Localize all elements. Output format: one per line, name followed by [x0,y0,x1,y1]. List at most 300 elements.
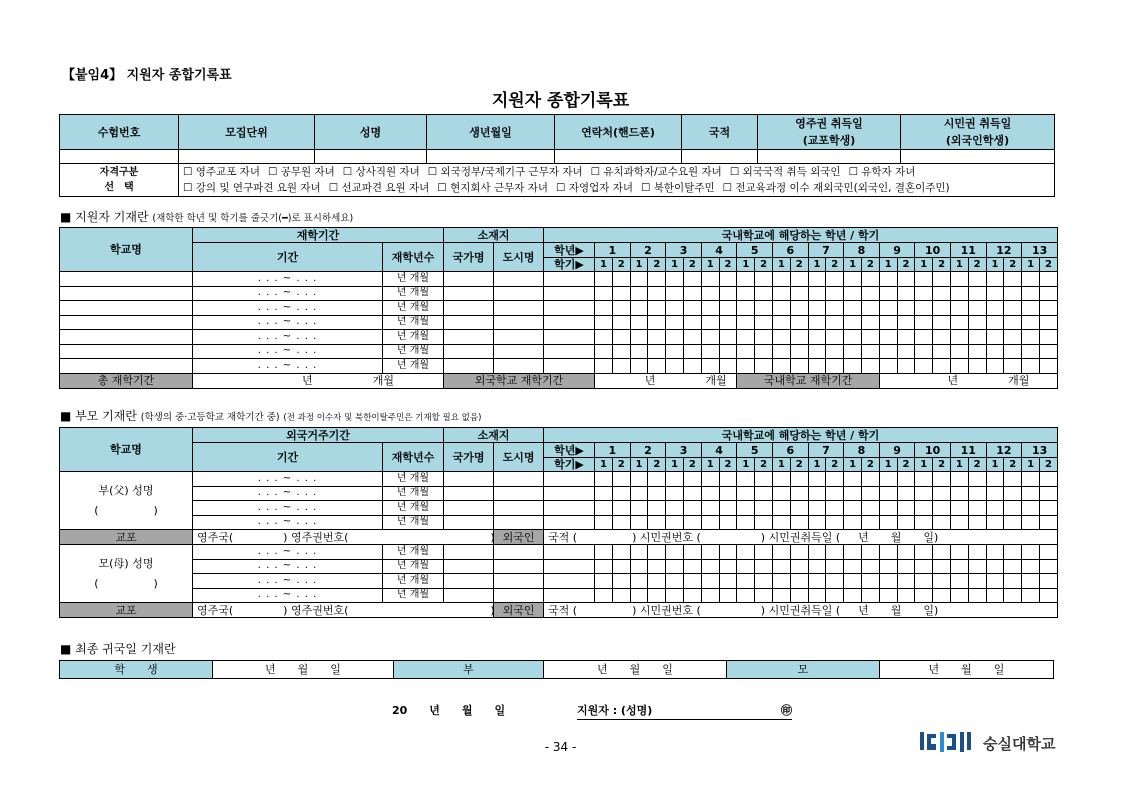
city-cell[interactable] [494,472,544,487]
semester-cell[interactable] [968,315,986,330]
semester-cell[interactable] [915,301,933,316]
semester-cell[interactable] [968,588,986,603]
semester-cell[interactable] [897,272,915,287]
qualification-option-a-4[interactable] [591,166,722,178]
semester-cell[interactable] [968,301,986,316]
semester-cell[interactable] [737,344,755,359]
qualification-option-b-5[interactable] [723,182,950,194]
semester-cell[interactable] [755,301,773,316]
years-cell[interactable]: 년 개월 [383,359,444,374]
years-cell[interactable]: 년 개월 [383,315,444,330]
semester-cell[interactable] [737,301,755,316]
school-name-cell[interactable] [60,272,193,287]
semester-cell[interactable] [1039,588,1057,603]
semester-cell[interactable] [915,359,933,374]
semester-cell[interactable] [684,574,702,589]
semester-cell[interactable] [648,272,666,287]
country-cell[interactable] [444,574,494,589]
semester-cell[interactable] [630,301,648,316]
semester-cell[interactable] [1022,588,1040,603]
recruit-unit-cell[interactable] [179,150,315,164]
semester-cell[interactable] [844,330,862,345]
semester-cell[interactable] [790,272,808,287]
semester-cell[interactable] [1004,472,1022,487]
city-cell[interactable] [494,272,544,287]
semester-cell[interactable] [933,588,951,603]
semester-cell[interactable] [1039,359,1057,374]
semester-cell[interactable] [595,330,613,345]
checkbox-icon[interactable]: ☐ [590,166,604,178]
school-name-cell[interactable] [60,286,193,301]
semester-cell[interactable] [612,588,630,603]
semester-cell[interactable] [968,472,986,487]
semester-cell[interactable] [879,330,897,345]
semester-cell[interactable] [861,486,879,501]
semester-cell[interactable] [595,344,613,359]
semester-cell[interactable] [737,515,755,530]
semester-cell[interactable] [773,486,791,501]
semester-cell[interactable] [755,501,773,516]
qualification-option-a-1[interactable] [268,166,335,178]
semester-cell[interactable] [950,486,968,501]
semester-cell[interactable] [933,272,951,287]
semester-cell[interactable] [915,559,933,574]
semester-cell[interactable] [790,359,808,374]
years-cell[interactable]: 년 개월 [383,559,444,574]
semester-cell[interactable] [773,588,791,603]
semester-cell[interactable] [630,315,648,330]
semester-cell[interactable] [630,559,648,574]
semester-cell[interactable] [915,545,933,560]
semester-cell[interactable] [773,359,791,374]
return-mother-date[interactable]: 년 월 일 [880,661,1054,679]
semester-cell[interactable] [986,330,1004,345]
semester-cell[interactable] [1022,472,1040,487]
citizenship-date-cell[interactable] [901,150,1055,164]
semester-cell[interactable] [1039,501,1057,516]
semester-cell[interactable] [737,501,755,516]
semester-cell[interactable] [612,472,630,487]
semester-cell[interactable] [861,559,879,574]
country-cell[interactable] [444,472,494,487]
semester-cell[interactable] [1004,286,1022,301]
semester-cell[interactable] [968,272,986,287]
semester-cell[interactable] [861,472,879,487]
period-cell[interactable]: . . . ~ . . . [193,588,383,603]
semester-cell[interactable] [595,486,613,501]
semester-cell[interactable] [986,515,1004,530]
semester-cell[interactable] [737,359,755,374]
semester-cell[interactable] [755,272,773,287]
semester-cell[interactable] [595,501,613,516]
semester-cell[interactable] [648,559,666,574]
semester-cell[interactable] [1022,501,1040,516]
semester-cell[interactable] [773,472,791,487]
semester-cell[interactable] [666,330,684,345]
semester-cell[interactable] [701,486,719,501]
semester-cell[interactable] [844,559,862,574]
semester-cell[interactable] [612,574,630,589]
semester-cell[interactable] [666,344,684,359]
semester-cell[interactable] [790,315,808,330]
semester-cell[interactable] [755,359,773,374]
semester-cell[interactable] [666,545,684,560]
years-cell[interactable]: 년 개월 [383,272,444,287]
checkbox-icon[interactable]: ☐ [328,182,342,194]
semester-cell[interactable] [861,515,879,530]
semester-cell[interactable] [844,286,862,301]
semester-cell[interactable] [595,545,613,560]
semester-cell[interactable] [879,359,897,374]
semester-cell[interactable] [737,486,755,501]
semester-cell[interactable] [719,272,737,287]
semester-cell[interactable] [897,286,915,301]
semester-cell[interactable] [808,286,826,301]
semester-cell[interactable] [630,545,648,560]
semester-cell[interactable] [773,272,791,287]
semester-cell[interactable] [897,472,915,487]
semester-cell[interactable] [808,301,826,316]
father-name-cell[interactable] [60,472,193,530]
city-cell[interactable] [494,330,544,345]
semester-cell[interactable] [648,359,666,374]
semester-cell[interactable] [719,588,737,603]
semester-cell[interactable] [612,301,630,316]
checkbox-icon[interactable]: ☐ [437,182,451,194]
period-cell[interactable]: . . . ~ . . . [193,472,383,487]
checkbox-icon[interactable]: ☐ [183,182,196,194]
semester-cell[interactable] [630,272,648,287]
school-name-cell[interactable] [60,315,193,330]
period-cell[interactable]: . . . ~ . . . [193,486,383,501]
semester-cell[interactable] [1004,501,1022,516]
semester-cell[interactable] [1004,272,1022,287]
semester-cell[interactable] [1039,344,1057,359]
country-cell[interactable] [444,344,494,359]
semester-cell[interactable] [648,501,666,516]
semester-cell[interactable] [861,286,879,301]
semester-cell[interactable] [861,574,879,589]
semester-cell[interactable] [897,344,915,359]
school-name-cell[interactable] [60,330,193,345]
semester-cell[interactable] [986,545,1004,560]
semester-cell[interactable] [915,286,933,301]
semester-cell[interactable] [933,486,951,501]
father-pr-info[interactable]: 영주국( ) 영주권번호( ) [193,530,494,545]
exam-number-cell[interactable] [60,150,179,164]
semester-cell[interactable] [684,559,702,574]
semester-cell[interactable] [879,272,897,287]
semester-cell[interactable] [630,515,648,530]
semester-cell[interactable] [950,588,968,603]
years-cell[interactable]: 년 개월 [383,301,444,316]
semester-cell[interactable] [630,286,648,301]
semester-cell[interactable] [666,501,684,516]
semester-cell[interactable] [950,272,968,287]
semester-cell[interactable] [950,472,968,487]
semester-cell[interactable] [986,472,1004,487]
semester-cell[interactable] [933,559,951,574]
checkbox-icon[interactable]: ☐ [556,182,569,194]
semester-cell[interactable] [1004,486,1022,501]
semester-cell[interactable] [630,472,648,487]
semester-cell[interactable] [915,486,933,501]
semester-cell[interactable] [950,515,968,530]
semester-cell[interactable] [737,330,755,345]
semester-cell[interactable] [1004,574,1022,589]
semester-cell[interactable] [861,330,879,345]
semester-cell[interactable] [879,472,897,487]
city-cell[interactable] [494,515,544,530]
semester-cell[interactable] [701,330,719,345]
semester-cell[interactable] [755,472,773,487]
semester-cell[interactable] [1004,330,1022,345]
country-cell[interactable] [444,545,494,560]
years-cell[interactable]: 년 개월 [383,286,444,301]
semester-cell[interactable] [773,315,791,330]
semester-cell[interactable] [986,286,1004,301]
semester-cell[interactable] [950,501,968,516]
semester-cell[interactable] [1022,315,1040,330]
years-cell[interactable]: 년 개월 [383,574,444,589]
city-cell[interactable] [494,559,544,574]
semester-cell[interactable] [915,315,933,330]
semester-cell[interactable] [595,315,613,330]
semester-cell[interactable] [755,588,773,603]
semester-cell[interactable] [701,472,719,487]
semester-cell[interactable] [719,344,737,359]
semester-cell[interactable] [808,472,826,487]
country-cell[interactable] [444,330,494,345]
semester-cell[interactable] [844,315,862,330]
period-cell[interactable]: . . . ~ . . . [193,272,383,287]
semester-cell[interactable] [1022,330,1040,345]
city-cell[interactable] [494,574,544,589]
semester-cell[interactable] [1039,559,1057,574]
semester-cell[interactable] [1039,574,1057,589]
country-cell[interactable] [444,315,494,330]
country-cell[interactable] [444,301,494,316]
period-cell[interactable]: . . . ~ . . . [193,330,383,345]
semester-cell[interactable] [968,545,986,560]
semester-cell[interactable] [701,315,719,330]
semester-cell[interactable] [826,359,844,374]
semester-cell[interactable] [915,330,933,345]
semester-cell[interactable] [666,588,684,603]
semester-cell[interactable] [790,574,808,589]
nationality-cell[interactable] [682,150,758,164]
semester-cell[interactable] [684,588,702,603]
semester-cell[interactable] [666,574,684,589]
semester-cell[interactable] [666,559,684,574]
semester-cell[interactable] [612,486,630,501]
country-cell[interactable] [444,272,494,287]
semester-cell[interactable] [826,545,844,560]
semester-cell[interactable] [844,359,862,374]
semester-cell[interactable] [612,272,630,287]
semester-cell[interactable] [968,574,986,589]
period-cell[interactable]: . . . ~ . . . [193,286,383,301]
semester-cell[interactable] [790,301,808,316]
semester-cell[interactable] [684,359,702,374]
semester-cell[interactable] [986,559,1004,574]
semester-cell[interactable] [897,559,915,574]
period-cell[interactable]: . . . ~ . . . [193,315,383,330]
semester-cell[interactable] [950,359,968,374]
semester-cell[interactable] [915,574,933,589]
semester-cell[interactable] [701,588,719,603]
school-name-cell[interactable] [60,301,193,316]
semester-cell[interactable] [879,545,897,560]
semester-cell[interactable] [719,559,737,574]
semester-cell[interactable] [701,272,719,287]
semester-cell[interactable] [648,574,666,589]
semester-cell[interactable] [826,472,844,487]
semester-cell[interactable] [755,559,773,574]
semester-cell[interactable] [933,330,951,345]
semester-cell[interactable] [968,359,986,374]
semester-cell[interactable] [684,486,702,501]
semester-cell[interactable] [808,272,826,287]
years-cell[interactable]: 년 개월 [383,501,444,516]
semester-cell[interactable] [648,301,666,316]
period-cell[interactable]: . . . ~ . . . [193,515,383,530]
semester-cell[interactable] [666,272,684,287]
semester-cell[interactable] [648,315,666,330]
semester-cell[interactable] [755,315,773,330]
semester-cell[interactable] [861,588,879,603]
semester-cell[interactable] [950,545,968,560]
semester-cell[interactable] [933,472,951,487]
semester-cell[interactable] [773,501,791,516]
semester-cell[interactable] [1004,559,1022,574]
semester-cell[interactable] [986,344,1004,359]
semester-cell[interactable] [933,545,951,560]
semester-cell[interactable] [808,486,826,501]
qualification-option-b-4[interactable] [641,182,715,194]
semester-cell[interactable] [630,486,648,501]
semester-cell[interactable] [915,472,933,487]
semester-cell[interactable] [1022,545,1040,560]
semester-cell[interactable] [790,486,808,501]
semester-cell[interactable] [1039,515,1057,530]
semester-cell[interactable] [826,315,844,330]
years-cell[interactable]: 년 개월 [383,472,444,487]
semester-cell[interactable] [701,574,719,589]
semester-cell[interactable] [826,286,844,301]
semester-cell[interactable] [737,588,755,603]
semester-cell[interactable] [790,330,808,345]
period-cell[interactable]: . . . ~ . . . [193,574,383,589]
semester-cell[interactable] [719,359,737,374]
semester-cell[interactable] [701,545,719,560]
semester-cell[interactable] [826,330,844,345]
semester-cell[interactable] [826,272,844,287]
birthdate-cell[interactable] [427,150,555,164]
semester-cell[interactable] [968,559,986,574]
country-cell[interactable] [444,515,494,530]
total-period-value[interactable]: 년 개월 [193,373,444,388]
semester-cell[interactable] [648,588,666,603]
semester-cell[interactable] [897,545,915,560]
qualification-option-a-5[interactable] [730,166,841,178]
semester-cell[interactable] [986,574,1004,589]
checkbox-icon[interactable]: ☐ [848,166,862,178]
semester-cell[interactable] [915,344,933,359]
semester-cell[interactable] [701,301,719,316]
return-father-date[interactable]: 년 월 일 [544,661,727,679]
semester-cell[interactable] [986,301,1004,316]
semester-cell[interactable] [861,301,879,316]
semester-cell[interactable] [826,588,844,603]
city-cell[interactable] [494,286,544,301]
semester-cell[interactable] [773,559,791,574]
semester-cell[interactable] [1039,545,1057,560]
semester-cell[interactable] [897,301,915,316]
semester-cell[interactable] [968,486,986,501]
semester-cell[interactable] [950,315,968,330]
checkbox-icon[interactable]: ☐ [342,166,356,178]
semester-cell[interactable] [755,545,773,560]
semester-cell[interactable] [968,344,986,359]
semester-cell[interactable] [630,359,648,374]
semester-cell[interactable] [879,486,897,501]
semester-cell[interactable] [826,574,844,589]
semester-cell[interactable] [933,501,951,516]
semester-cell[interactable] [808,344,826,359]
semester-cell[interactable] [612,330,630,345]
semester-cell[interactable] [1022,515,1040,530]
semester-cell[interactable] [684,501,702,516]
checkbox-icon[interactable]: ☐ [183,166,196,178]
semester-cell[interactable] [755,286,773,301]
semester-cell[interactable] [773,301,791,316]
name-cell[interactable] [315,150,427,164]
semester-cell[interactable] [790,545,808,560]
semester-cell[interactable] [595,472,613,487]
semester-cell[interactable] [1022,272,1040,287]
semester-cell[interactable] [915,515,933,530]
semester-cell[interactable] [684,344,702,359]
semester-cell[interactable] [879,286,897,301]
semester-cell[interactable] [933,286,951,301]
semester-cell[interactable] [666,486,684,501]
semester-cell[interactable] [808,559,826,574]
semester-cell[interactable] [630,574,648,589]
semester-cell[interactable] [737,574,755,589]
checkbox-icon[interactable]: ☐ [267,166,281,178]
years-cell[interactable]: 년 개월 [383,588,444,603]
semester-cell[interactable] [950,559,968,574]
semester-cell[interactable] [986,315,1004,330]
semester-cell[interactable] [595,301,613,316]
country-cell[interactable] [444,501,494,516]
semester-cell[interactable] [1004,301,1022,316]
semester-cell[interactable] [861,315,879,330]
semester-cell[interactable] [1039,315,1057,330]
semester-cell[interactable] [790,501,808,516]
city-cell[interactable] [494,359,544,374]
semester-cell[interactable] [755,344,773,359]
mother-pr-info[interactable]: 영주국( ) 영주권번호( ) [193,603,494,618]
semester-cell[interactable] [897,330,915,345]
city-cell[interactable] [494,501,544,516]
semester-cell[interactable] [737,545,755,560]
qualification-option-b-3[interactable] [556,182,633,194]
semester-cell[interactable] [684,515,702,530]
years-cell[interactable]: 년 개월 [383,330,444,345]
semester-cell[interactable] [737,272,755,287]
